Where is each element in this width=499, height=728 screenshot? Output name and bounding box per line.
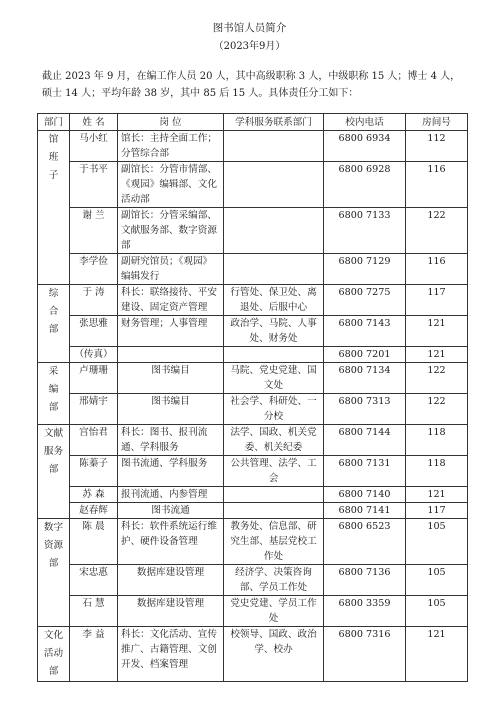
name-cell: 宫怡君 xyxy=(70,425,118,456)
phone-cell: 6800 7141 xyxy=(324,503,406,519)
phone-cell: 6800 7143 xyxy=(324,316,406,347)
room-cell: 122 xyxy=(406,208,468,254)
name-cell: 石 慧 xyxy=(70,596,118,627)
header-dept: 部门 xyxy=(38,114,70,131)
name-cell: 赵春辉 xyxy=(70,503,118,519)
name-cell: 卢珊珊 xyxy=(70,363,118,394)
phone-cell: 6800 7201 xyxy=(324,347,406,363)
phone-cell: 6800 6934 xyxy=(324,131,406,162)
service-cell xyxy=(224,347,324,363)
intro-paragraph xyxy=(42,68,472,102)
table-row xyxy=(38,363,468,394)
room-cell: 112 xyxy=(406,131,468,162)
name-cell: 于 涛 xyxy=(70,285,118,316)
service-cell: 法学、国政、机关党委、机关纪委 xyxy=(224,425,324,456)
service-cell: 教务处、信息部、研究生部、基层党校工作处 xyxy=(224,519,324,565)
service-cell xyxy=(224,487,324,503)
intro-line-1: 截止 2023 年 9 月，在编工作人员 20 人，其中高级职称 3 人，中级职称 15 人；博士 4 人， xyxy=(42,71,461,82)
service-cell: 社会学、科研处、一分校 xyxy=(224,394,324,425)
service-cell: 经济学、决策咨询部、学员工作处 xyxy=(224,565,324,596)
name-cell: 李 益 xyxy=(70,627,118,682)
service-cell: 政治学、马院、人事处、财务处 xyxy=(224,316,324,347)
post-cell: 副馆长：分管市情部、《观园》编辑部、文化活动部 xyxy=(118,162,224,208)
service-cell xyxy=(224,162,324,208)
table-row xyxy=(38,254,468,285)
table-row xyxy=(38,131,468,162)
table-row xyxy=(38,596,468,627)
post-cell: 数据库建设管理 xyxy=(118,596,224,627)
page-title: 图书馆人员简介 xyxy=(212,22,287,34)
room-cell: 117 xyxy=(406,285,468,316)
phone-cell: 6800 6523 xyxy=(324,519,406,565)
table-header-row xyxy=(38,114,468,131)
header-post: 岗 位 xyxy=(118,114,224,131)
table-row xyxy=(38,394,468,425)
page-subtitle: （2023年9月） xyxy=(213,41,286,52)
phone-cell: 6800 7136 xyxy=(324,565,406,596)
table-row xyxy=(38,285,468,316)
post-cell: 馆长：主持全面工作；分管综合部 xyxy=(118,131,224,162)
name-cell: 苏 森 xyxy=(70,487,118,503)
room-cell: 122 xyxy=(406,363,468,394)
name-cell: 于书平 xyxy=(70,162,118,208)
table-row xyxy=(38,456,468,487)
table-row xyxy=(38,519,468,565)
post-cell: 图书编目 xyxy=(118,363,224,394)
service-cell xyxy=(224,503,324,519)
room-cell: 117 xyxy=(406,503,468,519)
post-cell: 副馆长：分管采编部、文献服务部、数字资源部 xyxy=(118,208,224,254)
table-row xyxy=(38,208,468,254)
service-cell xyxy=(224,208,324,254)
post-cell: 报刊流通、内参管理 xyxy=(118,487,224,503)
dept-cell: 数字 资源 部 xyxy=(38,519,70,627)
service-cell: 校领导、国政、政治学、校办 xyxy=(224,627,324,682)
dept-cell: 文化 活动 部 xyxy=(38,627,70,682)
post-cell: 图书编目 xyxy=(118,394,224,425)
post-cell: 科长：联络接待、平安建设、固定资产管理 xyxy=(118,285,224,316)
intro-line-2: 硕士 14 人；平均年龄 38 岁，其中 85 后 15 人。具体责任分工如下： xyxy=(42,88,359,99)
table-row xyxy=(38,627,468,682)
room-cell: 118 xyxy=(406,456,468,487)
phone-cell: 6800 7133 xyxy=(324,208,406,254)
post-cell: 图书流通 xyxy=(118,503,224,519)
name-cell: 邢婧宇 xyxy=(70,394,118,425)
post-cell: 科长：文化活动、宣传推广、古籍管理、文创开发、档案管理 xyxy=(118,627,224,682)
service-cell: 党史党建、学员工作处 xyxy=(224,596,324,627)
phone-cell: 6800 7275 xyxy=(324,285,406,316)
room-cell: 116 xyxy=(406,254,468,285)
post-cell: 财务管理；人事管理 xyxy=(118,316,224,347)
staff-table xyxy=(37,113,468,682)
header-phone: 校内电话 xyxy=(324,114,406,131)
header-service: 学科服务联系部门 xyxy=(224,114,324,131)
room-cell: 105 xyxy=(406,565,468,596)
name-cell: 李学俭 xyxy=(70,254,118,285)
room-cell: 105 xyxy=(406,519,468,565)
post-cell: 副研究馆员；《观园》编辑发行 xyxy=(118,254,224,285)
table-body xyxy=(38,131,468,682)
room-cell: 105 xyxy=(406,596,468,627)
room-cell: 121 xyxy=(406,627,468,682)
phone-cell: 6800 7140 xyxy=(324,487,406,503)
post-cell: 科长：图书、报刊流通、学科服务 xyxy=(118,425,224,456)
table-row xyxy=(38,487,468,503)
dept-cell: 馆 班 子 xyxy=(38,131,70,285)
dept-cell: 综 合 部 xyxy=(38,285,70,363)
post-cell xyxy=(118,347,224,363)
header-room: 房间号 xyxy=(406,114,468,131)
name-cell: 陈 晨 xyxy=(70,519,118,565)
name-cell: 陈蓁子 xyxy=(70,456,118,487)
table-row xyxy=(38,347,468,363)
post-cell: 科长：软件系统运行维护、硬件设备管理 xyxy=(118,519,224,565)
dept-cell: 文献 服务 部 xyxy=(38,425,70,519)
room-cell: 122 xyxy=(406,394,468,425)
name-cell: 谢 兰 xyxy=(70,208,118,254)
phone-cell: 6800 7313 xyxy=(324,394,406,425)
service-cell: 马院、党史党建、国文处 xyxy=(224,363,324,394)
header-name: 姓 名 xyxy=(70,114,118,131)
phone-cell: 6800 3359 xyxy=(324,596,406,627)
room-cell: 121 xyxy=(406,347,468,363)
phone-cell: 6800 7131 xyxy=(324,456,406,487)
name-cell: 宋忠惠 xyxy=(70,565,118,596)
service-cell: 行管处、保卫处、离退处、后服中心 xyxy=(224,285,324,316)
room-cell: 118 xyxy=(406,425,468,456)
phone-cell: 6800 7316 xyxy=(324,627,406,682)
table-row xyxy=(38,503,468,519)
table-row xyxy=(38,316,468,347)
phone-cell: 6800 6928 xyxy=(324,162,406,208)
phone-cell: 6800 7144 xyxy=(324,425,406,456)
post-cell: 图书流通、学科服务 xyxy=(118,456,224,487)
name-cell: 张思雅 xyxy=(70,316,118,347)
service-cell xyxy=(224,254,324,285)
table-row xyxy=(38,162,468,208)
room-cell: 116 xyxy=(406,162,468,208)
phone-cell: 6800 7129 xyxy=(324,254,406,285)
name-cell: （传真） xyxy=(70,347,118,363)
name-cell: 马小红 xyxy=(70,131,118,162)
post-cell: 数据库建设管理 xyxy=(118,565,224,596)
service-cell xyxy=(224,131,324,162)
phone-cell: 6800 7134 xyxy=(324,363,406,394)
room-cell: 121 xyxy=(406,487,468,503)
dept-cell: 采 编 部 xyxy=(38,363,70,425)
room-cell: 121 xyxy=(406,316,468,347)
table-row xyxy=(38,565,468,596)
table-row xyxy=(38,425,468,456)
service-cell: 公共管理、法学、工会 xyxy=(224,456,324,487)
